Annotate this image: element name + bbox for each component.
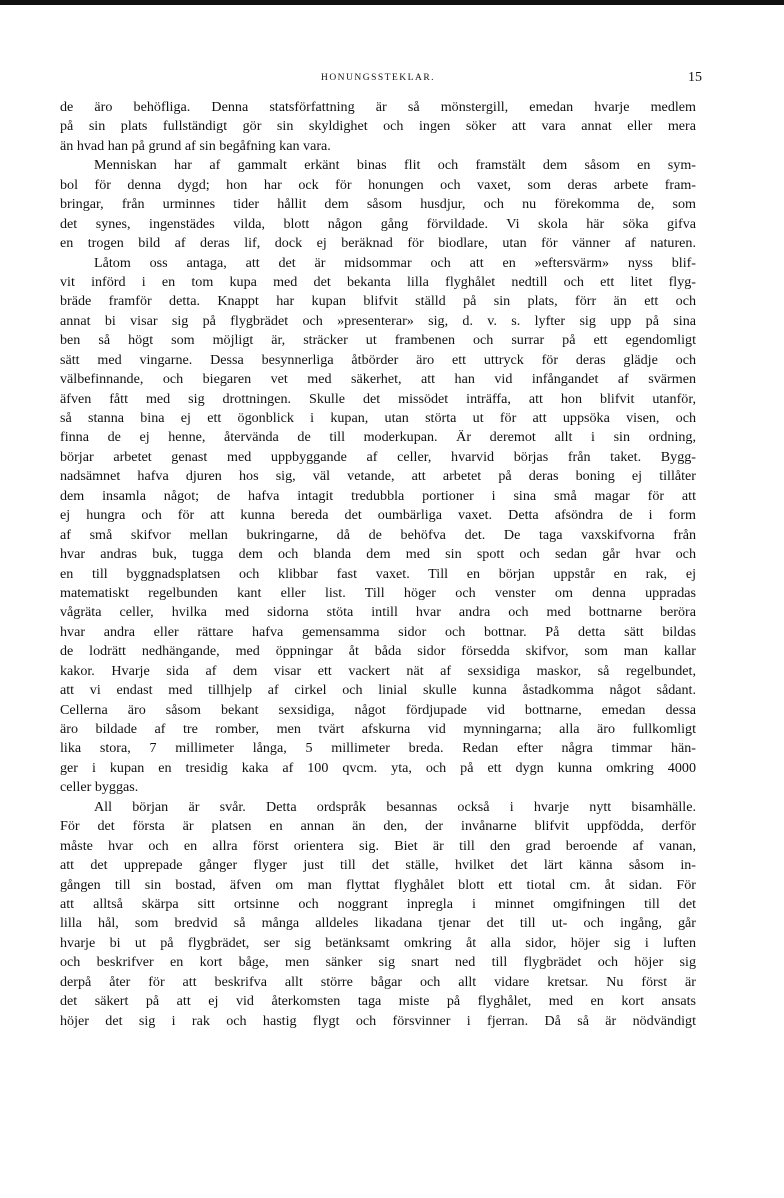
text-line: Menniskan har af gammalt erkänt binas flit och framstält dem såsom en sym- — [94, 157, 696, 174]
page-header — [60, 70, 702, 90]
text-line: det synes, ingenstädes vilda, blott någon gång förvildade. Vi skola här söka gifva — [60, 215, 696, 232]
text-line: finna de ej henne, återvända de till moderkupan. Är deremot allt i sin ordning, — [60, 429, 696, 446]
text-line: vågräta celler, hvilka med sidorna stöta intill hvar andra och med bottnarne beröra — [60, 604, 696, 621]
body-text — [60, 98, 696, 1031]
text-line: bringar, från urminnes tider hållit dem såsom husdjur, och nu förekomma de, som — [60, 196, 696, 213]
text-line: att alltså skärpa sitt ortsinne och noggrant inpregla i minnet omgifningen till det — [60, 895, 696, 912]
page-number: 15 — [688, 70, 702, 85]
text-line: bol för denna dygd; hon har ock för honungen och vaxet, som deras arbete fram- — [60, 176, 696, 193]
top-border-rule — [0, 0, 784, 5]
text-line: derpå åter för att beskrifva allt större bågar och allt vidare kretsar. Nu först är — [60, 973, 696, 990]
text-line: höjer det sig i rak och hastig flygt och försvinner i fjerran. Då så är nödvändigt — [60, 1012, 696, 1029]
text-line: ben så högt som möjligt är, sträcker ut frambenen och surrar på ett egendomligt — [60, 332, 696, 349]
text-line: För det första är platsen en annan än den, der invånarne blifvit uppfödda, derför — [60, 818, 696, 835]
text-line: All början är svår. Detta ordspråk besannas också i hvarje nytt bisamhälle. — [94, 798, 696, 815]
text-line: nadsämnet hafva djuren hos sig, väl vetande, att arbetet på deras boning ej tillåter — [60, 468, 696, 485]
text-line: dem insamla något; de hafva intagit tredubbla portioner i sina små magar för att — [60, 487, 696, 504]
text-line: en till byggnadsplatsen och klibbar fast vaxet. Till en början uppstår en rak, ej — [60, 565, 696, 582]
text-line: hvar andras buk, tugga dem och blanda dem med sin spott och sedan går hvar och — [60, 546, 696, 563]
text-line: de lodrätt nedhängande, med öppningar åt båda sidor försedda skifvor, som man kallar — [60, 643, 696, 660]
text-line: gången till sin bostad, äfven om man flyttat flyghålet blott ett tiotal cm. åt sidan. För — [60, 876, 696, 893]
text-line: sätt med vingarne. Dessa besynnerliga åtbörder äro ett uttryck för deras glädje och — [60, 351, 696, 368]
text-line: Låtom oss antaga, att det är midsommar och att en »eftersvärm» nyss blif- — [94, 254, 696, 271]
text-line: välbefinnande, och biegaren vet med säkerhet, att han vid infångandet af svärmen — [60, 371, 696, 388]
text-line: måste hvar och en allra först orientera sig. Biet är till den grad beroende af vanan, — [60, 837, 696, 854]
text-line: en trogen bild af deras lif, dock ej beräknad för biodlare, utan för vänner af naturen. — [60, 235, 696, 252]
text-line: af små skifvor mellan bukringarne, då de behöfva det. De taga vaxskifvorna från — [60, 526, 696, 543]
text-line: så stanna bina ej ett ögonblick i kupan, utan störta ut för att uppsöka visen, och — [60, 410, 696, 426]
text-line: celler byggas. — [60, 779, 139, 796]
text-line: att vi endast med tillhjelp af cirkel och linial skulle kunna åstadkomma något sådant. — [60, 682, 696, 699]
text-line: på sin plats fullständigt gör sin skyldighet och ingen söker att vara annat eller mera — [60, 118, 696, 135]
running-head: HONUNGSSTEKLAR. — [320, 73, 436, 83]
text-line: lika stora, 7 millimeter långa, 5 millimeter breda. Redan efter några timmar hän- — [60, 740, 696, 757]
text-line: vit införd i en tom kupa med det bekanta lilla flyghålet nedtill och ett litet flyg- — [60, 273, 696, 290]
text-line: matematiskt regelbunden kant eller list. Till höger och venster om denna uppradas — [60, 584, 696, 601]
text-line: att det upprepade gånger flyger just till det ställe, hvilket det lärt känna såsom in- — [60, 857, 696, 874]
text-line: ej hungra och för att kunna bereda det oumbärliga vaxet. Detta afsöndra de i form — [60, 507, 696, 524]
text-line: det säkert på att ej vid återkomsten taga miste på flyghålet, med en kort ansats — [60, 993, 696, 1010]
text-line: hvarje bi ut på flygbrädet, ser sig betänksamt omkring åt alla sidor, höjer sig i luften — [60, 934, 696, 951]
text-line: hvar andra eller rättare hafva gemensamma sidor och bottnar. På detta sätt bildas — [60, 623, 696, 640]
text-line: Cellerna äro såsom bekant sexsidiga, något fördjupade vid bottnarne, emedan dessa — [60, 701, 696, 718]
text-line: lilla hål, som bredvid så många alldeles likadana tjenar det till ut- och ingång, går — [60, 915, 696, 932]
text-line: kakor. Hvarje sida af dem visar ett vackert nät af sexsidiga maskor, så regelbundet, — [60, 662, 696, 679]
text-line: de äro behöfliga. Denna statsförfattning är så mönstergill, emedan hvarje medlem — [60, 99, 696, 115]
text-line: än hvad han på grund af sin begåfning kan vara. — [60, 137, 331, 154]
text-line: äro bildade af tre romber, men tvärt afskurna vid mynningarna; alla äro fullkomligt — [60, 721, 696, 737]
text-line: ger i kupan en tresidig kaka af 100 qvcm. yta, och på ett dygn kunna omkring 4000 — [60, 759, 696, 776]
text-line: och beskrifver en kort båge, men sänker sig snart ned till flygbrädet och höjer sig — [60, 954, 696, 971]
text-line: börjar arbetet genast med uppbyggande af celler, hvarvid börjas från taket. Bygg- — [60, 448, 696, 465]
text-line: annat bi visar sig på flygbrädet och »presenterar» sig, d. v. s. lyfter sig upp på sina — [60, 312, 696, 329]
text-line: bräde framför detta. Knappt har kupan blifvit ställd på sin plats, förr än ett och — [60, 293, 696, 310]
text-line: äfven fått med sig drottningen. Skulle det missödet inträffa, att hon blifvit utanför, — [60, 390, 696, 407]
